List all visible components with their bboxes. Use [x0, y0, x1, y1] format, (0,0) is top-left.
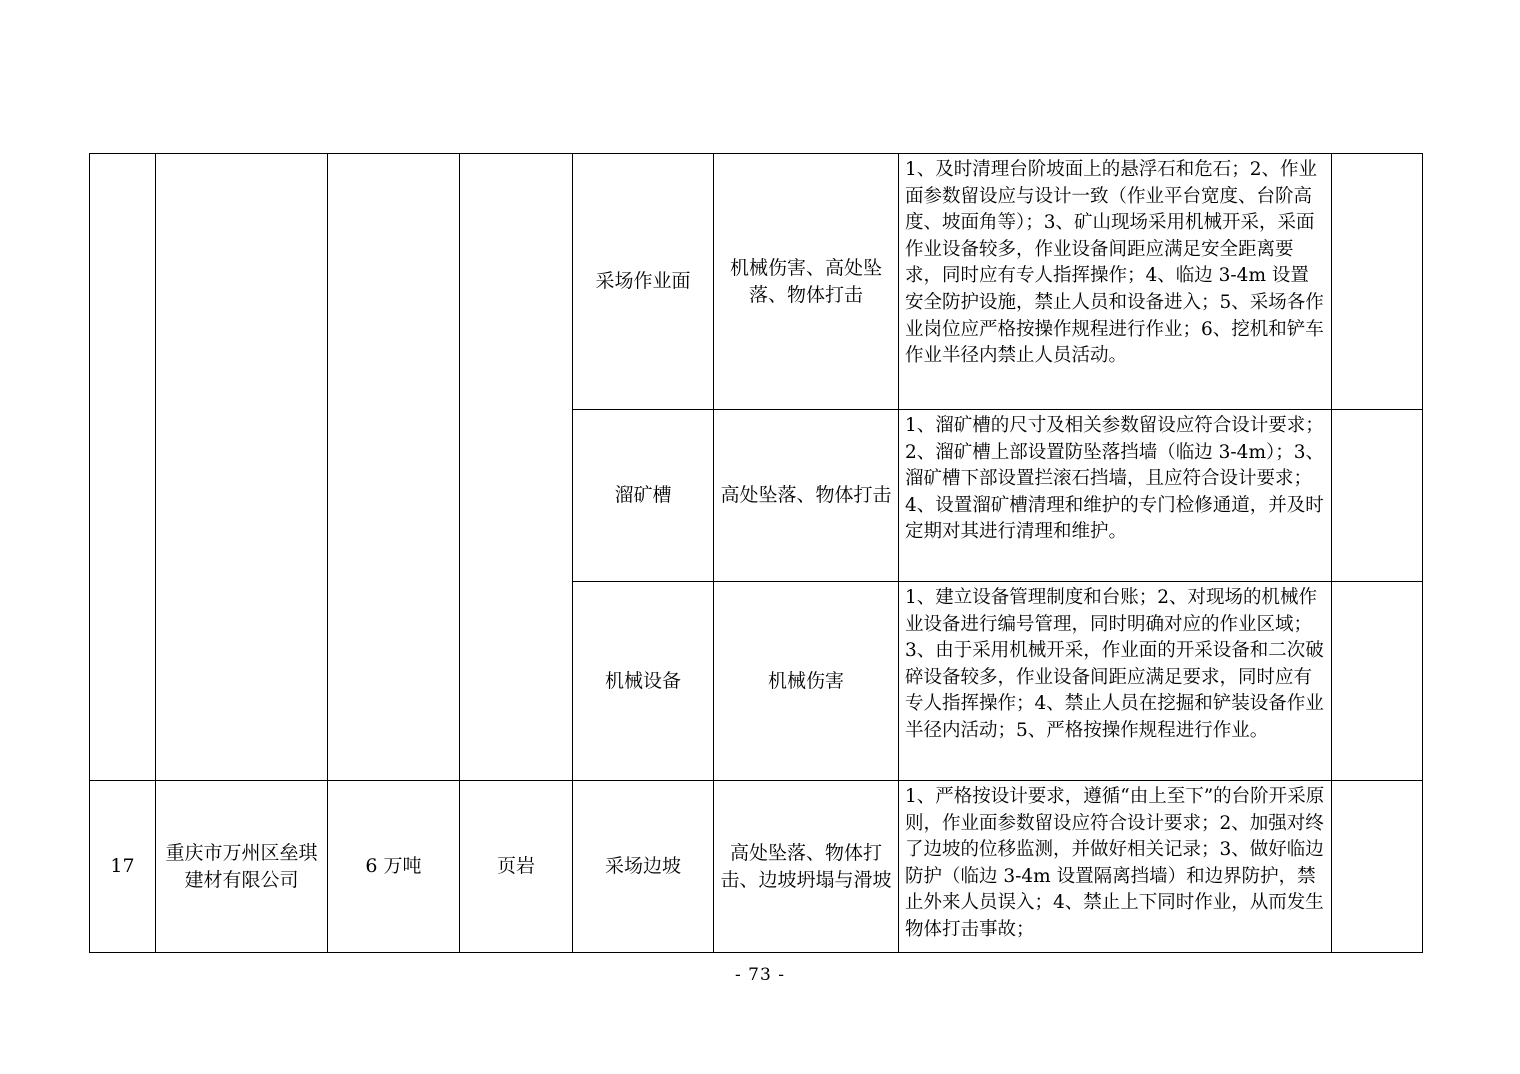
workplace-cell: 溜矿槽 — [573, 410, 714, 582]
remark-cell — [1332, 410, 1423, 582]
no-cell-continued — [90, 154, 156, 781]
no-cell: 17 — [90, 781, 156, 953]
measures-cell: 1、溜矿槽的尺寸及相关参数留设应符合设计要求；2、溜矿槽上部设置防坠落挡墙（临边 3-4m）；3、溜矿槽下部设置拦滚石挡墙，且应符合设计要求；4、设置溜矿槽清理和维护的专门检修通道，并及时定期对其进行清理和维护。 — [899, 410, 1332, 582]
measures-cell: 1、建立设备管理制度和台账；2、对现场的机械作业设备进行编号管理，同时明确对应的作业区域；3、由于采用机械开采，作业面的开采设备和二次破碎设备较多，作业设备间距应满足要求，同时应有专人指挥操作；4、禁止人员在挖掘和铲装设备作业半径内活动；5、严格按操作规程进行作业。 — [899, 582, 1332, 781]
hazard-cell: 高处坠落、物体打击、边坡坍塌与滑坡 — [714, 781, 899, 953]
company-cell-continued — [156, 154, 328, 781]
mineral-cell: 页岩 — [460, 781, 573, 953]
risk-control-table — [89, 153, 1423, 953]
company-cell: 重庆市万州区垒琪建材有限公司 — [156, 781, 328, 953]
page-number: - 73 - — [735, 965, 785, 985]
hazard-cell: 机械伤害、高处坠落、物体打击 — [714, 154, 899, 410]
remark-cell — [1332, 781, 1423, 953]
remark-cell — [1332, 582, 1423, 781]
measures-cell: 1、及时清理台阶坡面上的悬浮石和危石；2、作业面参数留设应与设计一致（作业平台宽度、台阶高度、坡面角等）；3、矿山现场采用机械开采，采面作业设备较多，作业设备间距应满足安全距离要求，同时应有专人指挥操作；4、临边 3-4m 设置安全防护设施，禁止人员和设备进入；5、采场各作业岗位应严格按操作规程进行作业；6、挖机和铲车作业半径内禁止人员活动。 — [899, 154, 1332, 410]
measures-cell: 1、严格按设计要求，遵循“由上至下”的台阶开采原则，作业面参数留设应符合设计要求；2、加强对终了边坡的位移监测，并做好相关记录；3、做好临边防护（临边 3-4m 设置隔离挡墙）和边界防护，禁止外来人员误入；4、禁止上下同时作业，从而发生物体打击事故； — [899, 781, 1332, 953]
table-row — [90, 154, 1423, 410]
remark-cell — [1332, 154, 1423, 410]
workplace-cell: 采场作业面 — [573, 154, 714, 410]
workplace-cell: 机械设备 — [573, 582, 714, 781]
scale-cell-continued — [328, 154, 460, 781]
hazard-cell: 高处坠落、物体打击 — [714, 410, 899, 582]
mineral-cell-continued — [460, 154, 573, 781]
hazard-cell: 机械伤害 — [714, 582, 899, 781]
scale-cell: 6 万吨 — [328, 781, 460, 953]
workplace-cell: 采场边坡 — [573, 781, 714, 953]
table-row-17 — [90, 781, 1423, 953]
